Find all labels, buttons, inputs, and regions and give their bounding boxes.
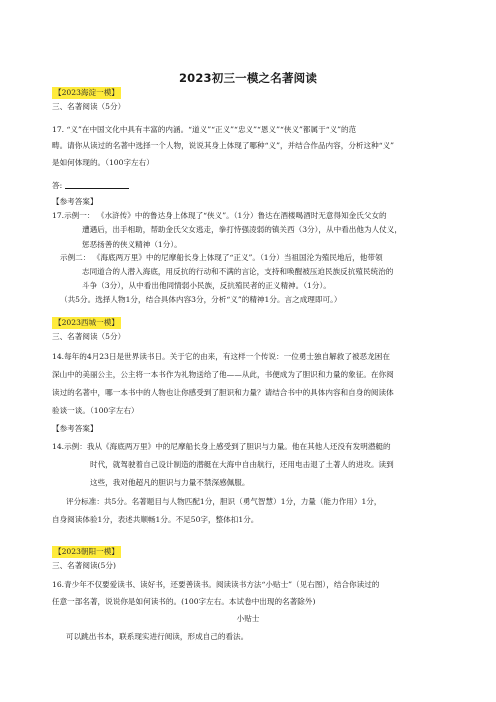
reference-answer-label: 【参考答案】 [52, 197, 98, 206]
tip-text: 可以跳出书本，联系现实进行阅读，形成自己的看法。 [66, 632, 249, 641]
answer-label: 答: [52, 181, 63, 190]
question-text: 畴。请你从读过的名著中选择一个人物，说说其身上体现了哪种“义”，并结合作品内容，分析这种“义” [52, 141, 395, 150]
answer-text: 时代，就驾驶着自己设计制造的潜艇在大海中自由航行，还用电击退了土著人的进攻。读到 [90, 460, 394, 469]
scoring-note: 自身阅读体验1分，表述共顺畅1分。不足50字，整体扣1分。 [52, 515, 259, 524]
answer-blank [65, 180, 129, 189]
answer-text: 示例二： 《海底两万里》中的尼摩船长身上体现了“正义”。（1分）当祖国沦为殖民地后，他带领 [60, 253, 383, 262]
question-text: 14.每年的4月23日是世界读书日。关于它的由来，有这样一个传说：一位勇士独自解救了被恶龙困在 [52, 352, 390, 361]
answer-text: 志同道合的人潜入海底，用反抗的行动和不满的言论，支持和唤醒被压迫民族反抗殖民统治的 [82, 267, 394, 276]
section-tag-haidian: 【2023海淀一模】 [54, 88, 119, 97]
answer-text: 17.示例一： 《水浒传》中的鲁达身上体现了“侠义”。（1分）鲁达在酒楼喝酒时无意得知金氏父女的 [52, 211, 387, 220]
section-heading: 三、名著阅读(5分) [52, 561, 116, 570]
question-text: 任意一部名著，说说你是如何读书的。(100字左右。本试卷中出现的名著除外) [52, 597, 316, 606]
section-tag-xicheng: 【2023西城一模】 [54, 318, 119, 327]
answer-text: 14.示例：我从《海底两万里》中的尼摩船长身上感受到了胆识与力量。他在其他人还没有发明潜艇的 [52, 442, 391, 451]
section-heading: 三、名著阅读（5分） [52, 332, 126, 341]
question-text: 16.青少年不仅要爱读书、读好书，还要善读书。阅读读书方法“小贴士”（见右图），结合你读过的 [52, 580, 380, 589]
answer-text: 这些，我对他超凡的胆识与力量不禁深感佩服。 [90, 478, 250, 487]
question-text: 是如何体现的。（100字左右） [52, 158, 154, 167]
scoring-note: （共5分。选择人物1分，结合具体内容3分，分析“义”的精神1分。言之成理即可。） [60, 295, 342, 304]
answer-line [52, 180, 452, 191]
scoring-note: 评分标准：共5分。名著题目与人物匹配1分，胆识（勇气智慧）1分，力量（能力作用）1分， [66, 497, 382, 506]
reference-answer-label: 【参考答案】 [52, 424, 98, 433]
answer-text: 遭遇后，出手相助，帮助金氏父女逃走，拳打恃强凌弱的镇关西（3分），从中看出他为人仗义， [82, 225, 402, 234]
answer-text: 惩恶扬善的侠义精神（1分）。 [82, 240, 182, 249]
question-text: 17. “义”在中国文化中具有丰富的内涵。“道义”“正义”“忠义”“恩义”“侠义”都属于“义”的范 [52, 125, 357, 134]
question-text: 验谈一谈。（100字左右） [52, 406, 139, 415]
page-title: 2023初三一模之名著阅读 [178, 71, 318, 85]
tip-title: 小贴士 [236, 614, 260, 623]
answer-text: 斗争（3分），从中看出他同情弱小民族，反抗殖民者的正义精神。（1分）。 [82, 281, 331, 290]
section-tag-chaoyang: 【2023朝阳一模】 [54, 547, 119, 556]
question-text: 读过的名著中，哪一本书中的人物也让你感受到了胆识和力量？请结合书中的具体内容和自身的阅读体 [52, 388, 394, 397]
section-heading: 三、名著阅读（5分） [52, 102, 126, 111]
question-text: 深山中的美丽公主，公主将一本书作为礼物送给了他——从此，书便成为了胆识和力量的象征。在你阅 [52, 370, 394, 379]
